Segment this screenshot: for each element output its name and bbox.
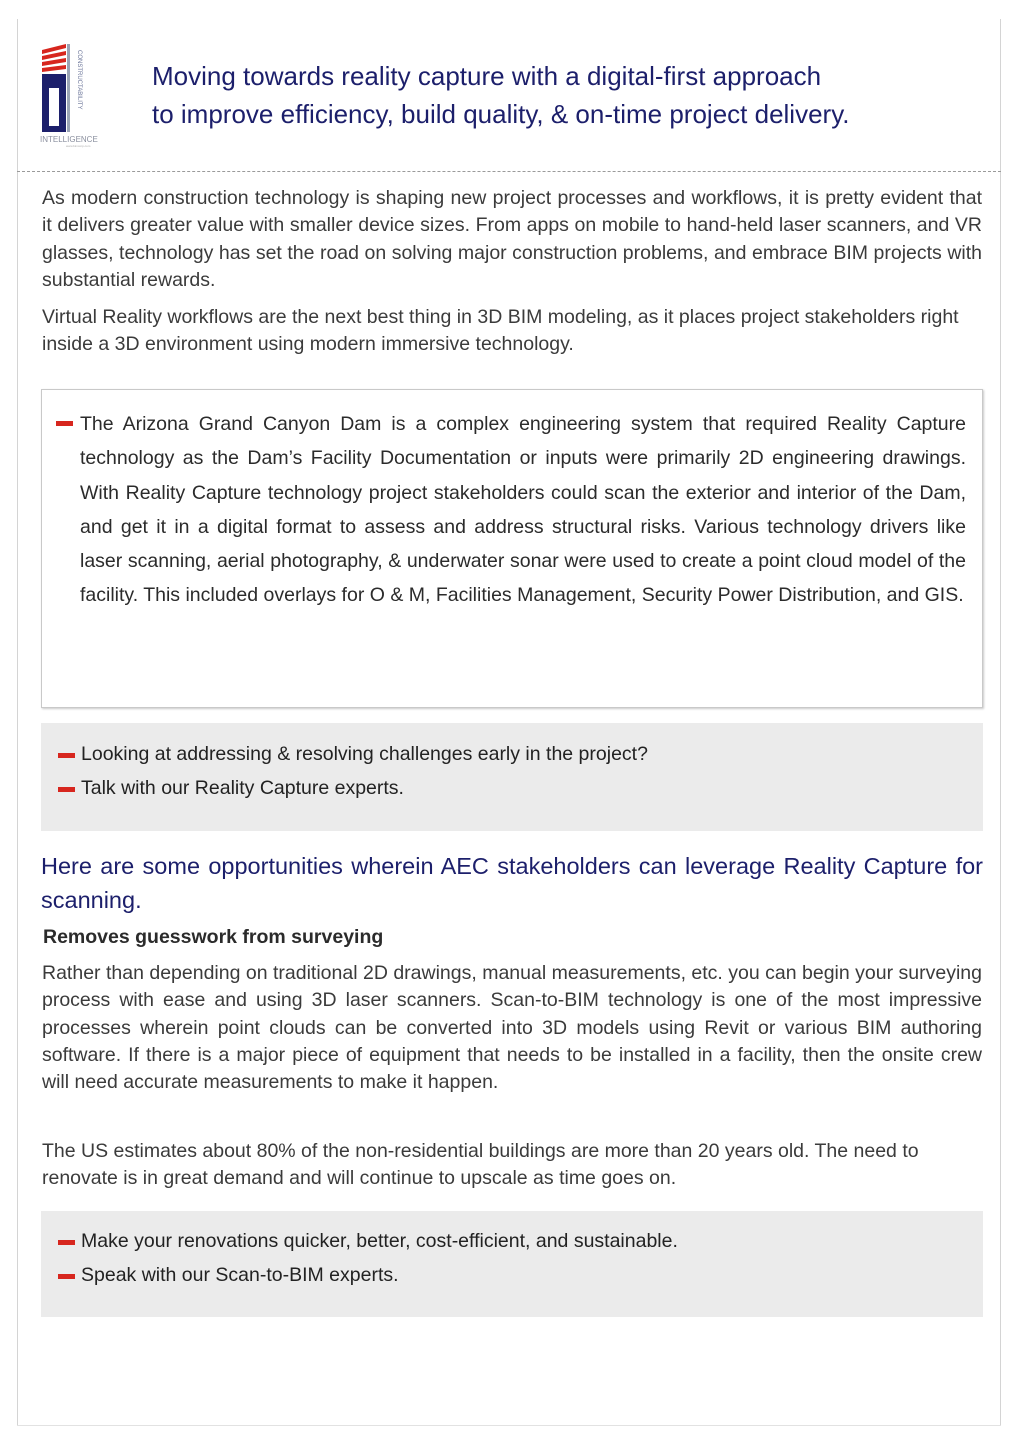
page-headline: [152, 57, 972, 133]
section-subhead: Removes guesswork from surveying: [43, 926, 384, 948]
logo-vertical-text: CONSTRUCTABILITY: [76, 50, 82, 110]
page-frame-bottom: [17, 1425, 1001, 1426]
logo-small-text: INTELLIGENCE: [40, 135, 98, 144]
red-dash-icon: [56, 421, 73, 426]
section-paragraph-1: Rather than depending on traditional 2D drawings, manual measurements, etc. you can begin your surveying process with ease and using 3D laser scanners. Scan-to-BIM technology is one of the most impressive processes wherein point clouds can be converted into 3D models using Revit or various BIM authoring software. If there is a major piece of equipment that needs to be installed in a facility, then the onsite crew will need accurate measurements to make it happen.: [42, 962, 982, 1094]
section-paragraph-2: The US estimates about 80% of the non-residential buildings are more than 20 years old. The need to renovate is in great demand and will continue to upscale as time goes on.: [42, 1140, 919, 1190]
cta-box-2: [41, 1211, 983, 1317]
cta1-line-2[interactable]: Talk with our Reality Capture experts.: [81, 777, 404, 799]
header-divider: [17, 171, 1001, 172]
logo-graphic: [36, 38, 116, 148]
red-dash-icon: [58, 1240, 75, 1245]
red-dash-icon: [58, 753, 75, 758]
cta2-line-2[interactable]: Speak with our Scan-to-BIM experts.: [81, 1264, 399, 1286]
case-study-text: The Arizona Grand Canyon Dam is a complex engineering system that required Reality Capture technology as the Dam’s Facility Documentation or inputs were primarily 2D engineering drawings. With Reality Capture technology project stakeholders could scan the exterior and interior of the Dam, and get it in a digital format to assess and address structural risks. Various technology drivers like laser scanning, aerial photography, & underwater sonar were used to create a point cloud model of the facility. This included overlays for O & M, Facilities Management, Security Power Distribution, and GIS.: [80, 413, 966, 607]
intro-paragraph-2: Virtual Reality workflows are the next best thing in 3D BIM modeling, as it places project stakeholders right inside a 3D environment using modern immersive technology.: [42, 306, 959, 356]
section-title: Here are some opportunities wherein AEC stakeholders can leverage Reality Capture for scanning.: [41, 853, 983, 913]
red-dash-icon: [58, 1274, 75, 1279]
intro-paragraph-1: As modern construction technology is shaping new project processes and workflows, it is pretty evident that it delivers greater value with smaller device sizes. From apps on mobile to hand-held laser scanners, and VR glasses, technology has set the road on solving major construction problems, and embrace BIM projects with substantial rewards.: [42, 187, 982, 291]
red-dash-icon: [58, 787, 75, 792]
cta1-line-1[interactable]: Looking at addressing & resolving challenges early in the project?: [81, 743, 648, 765]
logo-tiny-text: www.bimcorp.com: [66, 144, 91, 148]
cta2-line-1[interactable]: Make your renovations quicker, better, cost-efficient, and sustainable.: [81, 1230, 678, 1252]
company-logo: [36, 38, 116, 148]
case-study-box: [41, 389, 983, 708]
headline-line-2: to improve efficiency, build quality, & on-time project delivery.: [152, 99, 850, 129]
headline-line-1: Moving towards reality capture with a digital-first approach: [152, 61, 822, 91]
cta-box-1: [41, 723, 983, 831]
